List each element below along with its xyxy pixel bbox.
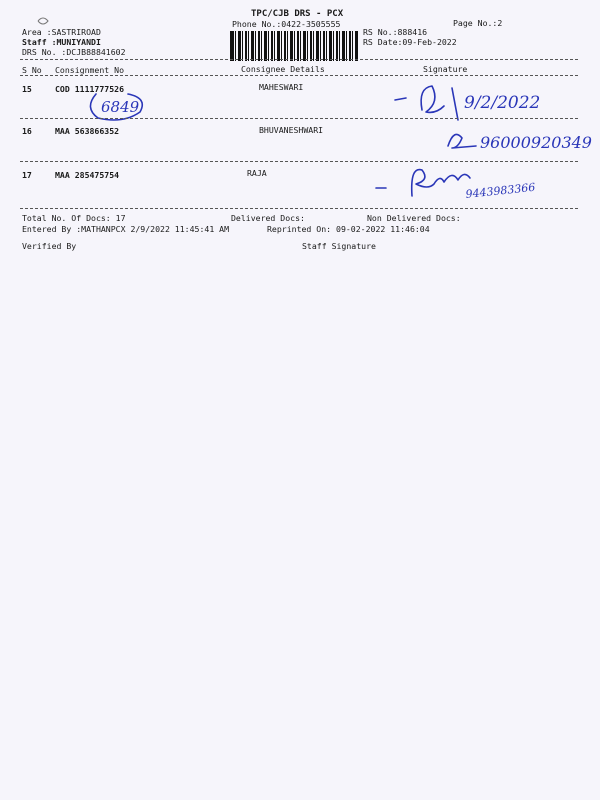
col-consignment: Consignment No [55,65,125,75]
signature-raja [372,160,572,210]
row-consignment: MAA 563866352 [55,126,120,136]
reprinted-on: Reprinted On: 09-02-2022 11:46:04 [267,224,430,234]
svg-text:96000920349: 96000920349 [480,133,592,152]
svg-text:9/2/2022: 9/2/2022 [464,93,541,113]
area-field: Area :SASTRIROAD [22,27,101,37]
divider [20,75,578,76]
stamp-mark-icon [36,15,50,29]
total-docs: Total No. Of Docs: 17 [22,213,126,223]
phone-number: Phone No.:0422-3505555 [232,19,341,29]
rs-date: RS Date:09-Feb-2022 [363,37,457,47]
svg-text:6849: 6849 [101,98,140,116]
row-consignee: RAJA [247,168,267,178]
divider [20,208,578,209]
row-sno: 16 [22,126,32,136]
row-sno: 17 [22,170,32,180]
signature-bhuvaneshwari [446,124,596,160]
staff-field: Staff :MUNIYANDI [22,37,101,47]
row-consignee: MAHESWARI [259,82,304,92]
drs-number: DRS No. :DCJB88841602 [22,47,126,57]
col-sno: S No [22,65,42,75]
page-title: TPC/CJB DRS - PCX [251,9,344,19]
rs-number: RS No.:888416 [363,27,428,37]
row-sno: 15 [22,84,32,94]
divider [20,59,578,60]
verified-by: Verified By [22,241,77,251]
entered-by: Entered By :MATHANPCX 2/9/2022 11:45:41 AM [22,224,230,234]
delivered-docs: Delivered Docs: [231,213,305,223]
col-signature: Signature [423,64,468,74]
non-delivered-docs: Non Delivered Docs: [367,213,461,223]
row-consignee: BHUVANESHWARI [259,125,324,135]
row-consignment: COD 1111777526 [55,84,125,94]
page-number: Page No.:2 [453,18,503,28]
row-consignment: MAA 285475754 [55,170,120,180]
svg-text:9443983366: 9443983366 [464,180,536,201]
divider [20,118,578,119]
signature-maheswari [392,80,562,126]
barcode [230,31,358,61]
col-consignee: Consignee Details [241,64,325,74]
staff-signature: Staff Signature [302,241,376,251]
